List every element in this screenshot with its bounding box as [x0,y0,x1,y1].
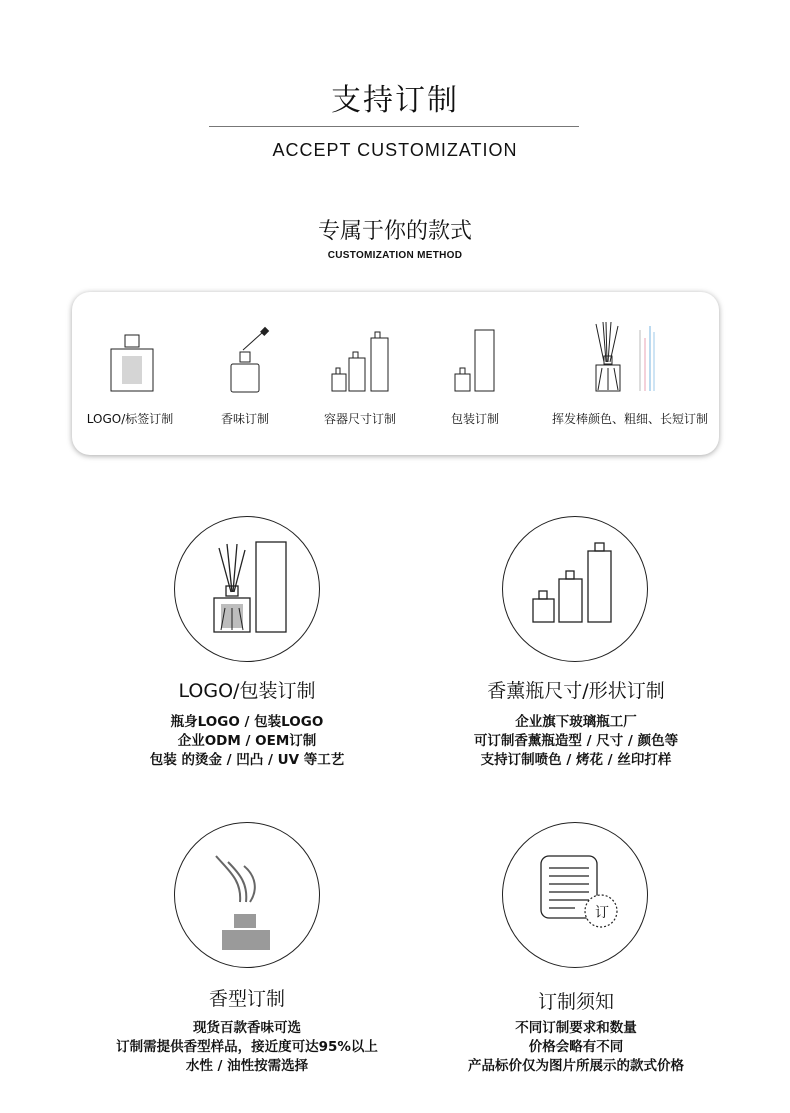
scent-smoke-icon [210,850,290,950]
feature-line: 支持订制喷色 / 烤花 / 丝印打样 [480,752,672,768]
feature-line: 不同订制要求和数量 [515,1020,637,1036]
page-subtitle: ACCEPT CUSTOMIZATION [272,140,518,160]
feature-desc-notice [396,1019,756,1076]
diffuser-box-icon [205,538,295,638]
perfume-bottle-icon [105,322,161,394]
feature-title-scent: 香型订制 [208,988,285,1010]
feature-desc-bottles [396,713,756,770]
method-label-logo: LOGO/标签订制 [86,412,174,426]
feature-line: 企业旗下玻璃瓶工厂 [515,714,637,730]
feature-line: 水性 / 油性按需选择 [185,1058,309,1074]
feature-line: 企业ODM / OEM订制 [177,733,317,749]
feature-line: 瓶身LOGO / 包装LOGO [170,714,324,730]
page-title: 支持订制 [331,83,459,118]
feature-desc-logo [67,713,427,770]
section-title: 专属于你的款式 [317,219,472,244]
feature-desc-scent [67,1019,427,1076]
feature-title-bottles: 香薰瓶尺寸/形状订制 [487,680,665,702]
dropper-bottle-icon [225,322,275,394]
feature-title-notice: 订制须知 [537,991,614,1013]
feature-line: 可订制香薰瓶造型 / 尺寸 / 颜色等 [473,733,679,749]
feature-line: 现货百款香味可选 [193,1020,301,1036]
method-label-container: 容器尺寸订制 [323,412,396,426]
method-label-reed: 挥发棒颜色、粗细、长短订制 [551,412,708,426]
notice-badge: 订 [595,905,609,921]
feature-title-logo: LOGO/包装订制 [178,680,316,702]
reed-sticks-icon [590,322,660,394]
feature-line: 价格会略有不同 [528,1039,624,1055]
feature-line: 订制需提供香型样品，接近度可达95%以上 [116,1039,378,1055]
method-label-scent: 香味订制 [220,412,269,426]
bottle-sizes-icon [330,322,392,394]
method-label-packaging: 包装订制 [450,412,499,426]
packaging-box-icon [452,322,498,394]
feature-line: 产品标价仅为图片所展示的款式价格 [468,1058,684,1074]
section-subtitle: CUSTOMIZATION METHOD [327,250,463,261]
feature-line: 包装 的烫金 / 凹凸 / UV 等工艺 [149,752,345,768]
bottles-icon [528,538,618,628]
title-divider [209,126,579,127]
